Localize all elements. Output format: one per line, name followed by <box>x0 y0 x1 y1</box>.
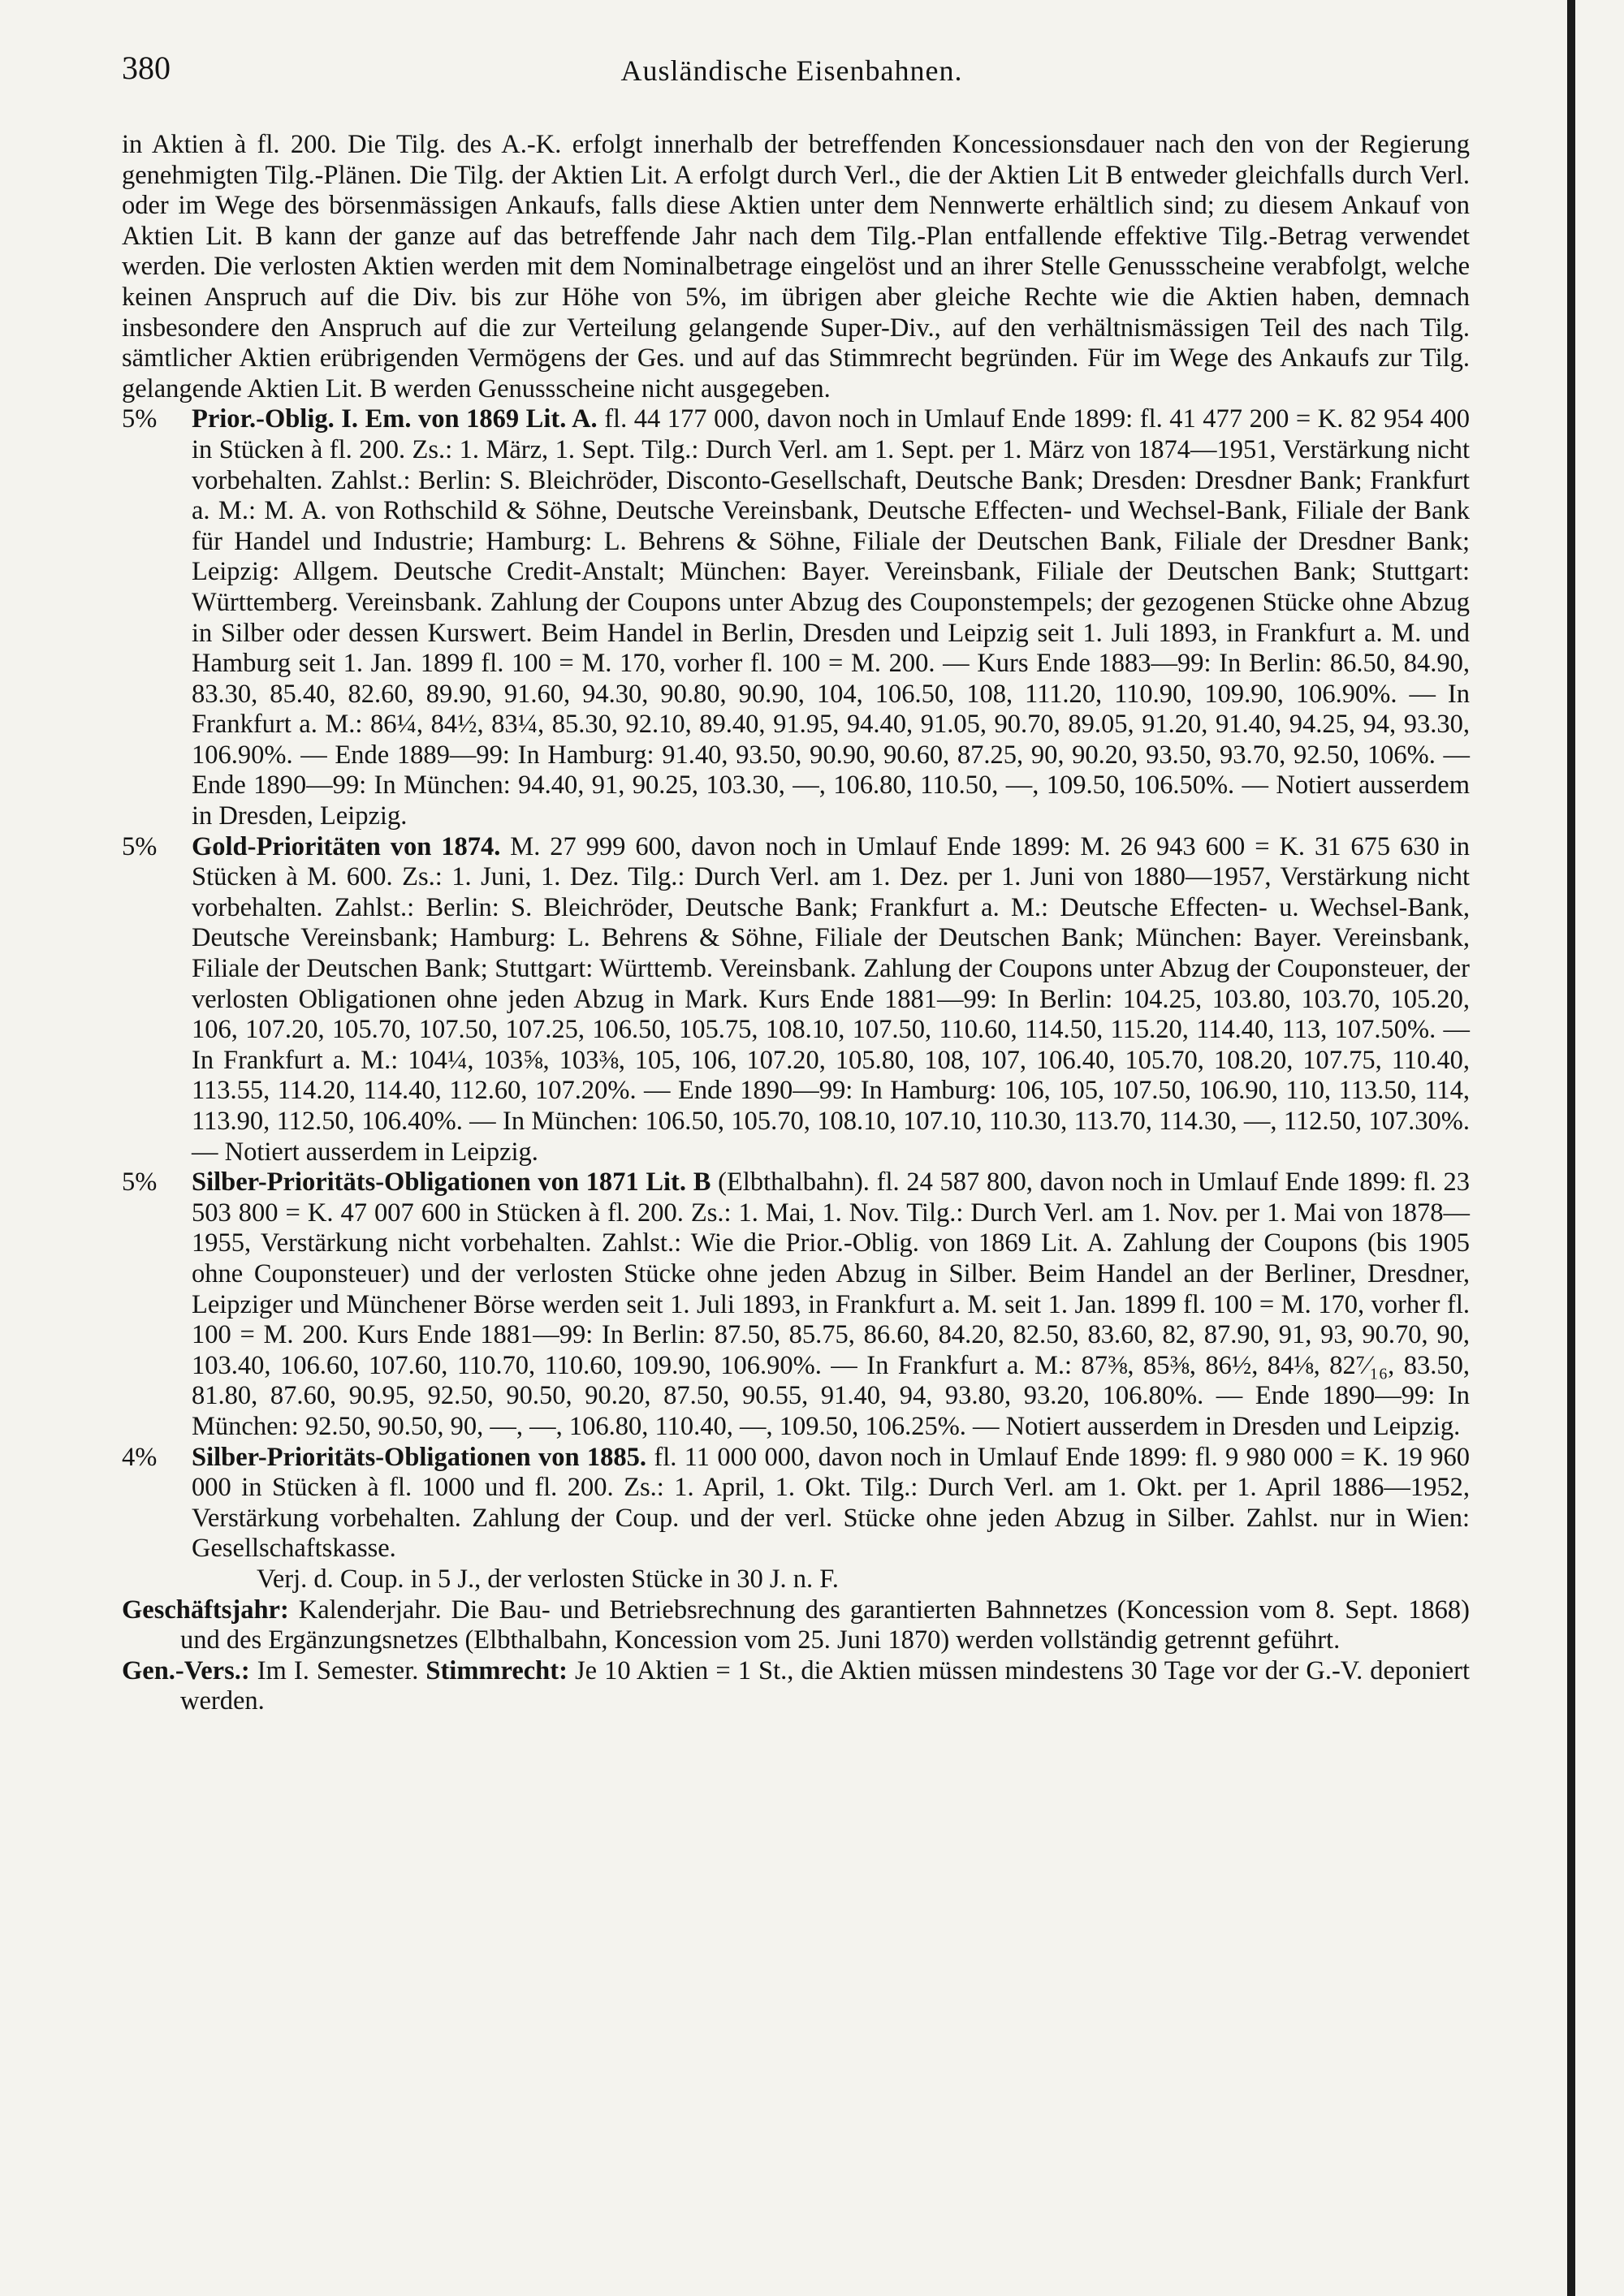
page-number: 380 <box>122 50 171 86</box>
page-edge-rule <box>1567 0 1575 2296</box>
interest-rate: 5% <box>122 831 158 861</box>
intro-paragraph: in Aktien à fl. 200. Die Tilg. des A.-K. erfolgt innerhalb der betreffenden Koncessionsdauer nach den von der Regierung genehmigten Tilg.-Plänen. Die Tilg. der Aktien Lit. A erfolgt durch Verl., die der Aktien Lit B entweder gleichfalls durch Verl. oder im Wege des börsenmässigen Ankaufs, falls diese Aktien unter dem Nennwerte erhältlich sind; zu diesem Ankauf von Aktien Lit. B kann der ganze auf das betreffende Jahr nach dem Tilg.-Plan entfallende effektive Tilg.-Betrag verwendet werden. Die verlosten Aktien werden mit dem Nominalbetrage eingelöst und an ihrer Stelle Genussscheine verabfolgt, welche keinen Anspruch auf die Div. bis zur Höhe von 5%, im übrigen aber gleiche Rechte wie die Aktien haben, demnach insbesondere den Anspruch auf die zur Verteilung gelangende Super-Div., auf den verhältnismässigen Teil des nach Tilg. sämtlicher Aktien erübrigenden Vermögens der Ges. und auf das Stimmrecht begründen. Für im Wege des Ankaufs zur Tilg. gelangende Aktien Lit. B werden Genussscheine nicht ausgegeben. <box>122 130 1470 404</box>
entry-text: (Elbthalbahn). fl. 24 587 800, davon noch in Umlauf Ende 1899: fl. 23 503 800 = K. 47 007 600 in Stücken à fl. 200. Zs.: 1. Mai, 1. Nov. Tilg.: Durch Verl. am 1. Nov. per 1. Mai von 1878—1955, Verstärkung nicht vorbehalten. Zahlst.: Wie die Prior.-Oblig. von 1869 Lit. A. Zahlung der Coupons (bis 1905 ohne Couponsteuer) und der verlosten Stücke ohne jeden Abzug in Silber. Beim Handel an der Berliner, Dresdner, Leipziger und Münchener Börse werden seit 1. Juli 1893, in Frankfurt a. M. seit 1. Jan. 1899 fl. 100 = M. 170, vorher fl. 100 = M. 200. Kurs Ende 1881—99: In Berlin: 87.50, 85.75, 86.60, 84.20, 82.50, 83.60, 82, 87.90, 91, 93, 90.70, 90, 103.40, 106.60, 107.60, 110.70, 110.60, 109.90, 106.90%. — In Frankfurt a. M.: 87⅜, 85⅜, 86½, 84⅛, 82⁷⁄₁₆, 83.50, 81.80, 87.60, 90.95, 92.50, 90.50, 90.20, 87.50, 90.55, 91.40, 94, 93.80, 93.20, 106.80%. — Ende 1890—99: In München: 92.50, 90.50, 90, —, —, 106.80, 110.40, —, 109.50, 106.25%. — Notiert ausserdem in Dresden und Leipzig. <box>192 1167 1470 1441</box>
entry-silber-prioritaets-1885 <box>122 1443 1470 1564</box>
entry-heading: Gold-Prioritäten von 1874. <box>192 831 501 861</box>
section-label: Gen.-Vers.: <box>122 1655 250 1685</box>
stimmrecht-label: Stimmrecht: <box>425 1655 568 1685</box>
entry-text: M. 27 999 600, davon noch in Umlauf Ende 1899: M. 26 943 600 = K. 31 675 630 in Stücken à M. 600. Zs.: 1. Juni, 1. Dez. Tilg.: Durch Verl. am 1. Dez. per 1. Juni von 1880—1957, Verstärkung nicht vorbehalten. Zahlst.: Berlin: S. Bleichröder, Deutsche Bank; Frankfurt a. M.: Deutsche Effecten- u. Wechsel-Bank, Deutsche Vereinsbank; Hamburg: L. Behrens & Söhne, Filiale der Deutschen Bank; München: Bayer. Vereinsbank, Filiale der Deutschen Bank; Stuttgart: Württemb. Vereinsbank. Zahlung der Coupons unter Abzug der Couponsteuer, der verlosten Obligationen ohne jeden Abzug in Mark. Kurs Ende 1881—99: In Berlin: 104.25, 103.80, 103.70, 105.20, 106, 107.20, 105.70, 107.50, 107.25, 106.50, 105.75, 108.10, 107.50, 110.60, 114.50, 115.20, 114.40, 113, 107.50%. — In Frankfurt a. M.: 104¼, 103⅝, 103⅜, 105, 106, 107.20, 105.80, 108, 107, 106.40, 105.70, 108.20, 107.75, 110.40, 113.55, 114.20, 114.40, 112.60, 107.20%. — Ende 1890—99: In Hamburg: 106, 105, 107.50, 106.90, 110, 113.50, 114, 113.90, 112.50, 106.40%. — In München: 106.50, 105.70, 108.10, 107.10, 110.30, 113.70, 114.30, —, 112.50, 107.30%. — Notiert ausserdem in Leipzig. <box>192 831 1470 1167</box>
interest-rate: 4% <box>122 1442 158 1472</box>
running-title: Ausländische Eisenbahnen. <box>620 54 963 87</box>
interest-rate: 5% <box>122 404 158 434</box>
interest-rate: 5% <box>122 1167 158 1198</box>
section-label: Geschäftsjahr: <box>122 1595 289 1625</box>
entry-silber-prioritaets-1871 <box>122 1167 1470 1442</box>
stimmrecht-text: Je 10 Aktien = 1 St., die Aktien müssen mindestens 30 Tage vor der G.-V. deponiert werden. <box>180 1655 1470 1716</box>
entry-heading: Prior.-Oblig. I. Em. von 1869 Lit. A. <box>192 404 598 434</box>
page-header <box>122 42 1462 99</box>
entry-gold-prioritaeten-1874 <box>122 832 1470 1168</box>
section-text: Kalenderjahr. Die Bau- und Betriebsrechnung des garantierten Bahnnetzes (Koncession vom 8. Sept. 1868) und des Ergänzungsnetzes (Elbthalbahn, Koncession vom 25. Juni 1870) werden vollständig getrennt geführt. <box>180 1595 1470 1655</box>
gen-vers-section <box>122 1656 1470 1717</box>
geschaeftsjahr-section <box>122 1595 1470 1656</box>
entry-heading: Silber-Prioritäts-Obligationen von 1885. <box>192 1442 647 1472</box>
entry-text: fl. 11 000 000, davon noch in Umlauf Ende 1899: fl. 9 980 000 = K. 19 960 000 in Stücken à fl. 1000 und fl. 200. Zs.: 1. April, 1. Okt. Tilg.: Durch Verl. am 1. Okt. per 1. April 1886—1952, Verstärkung vorbehalten. Zahlung der Coup. und der verl. Stücke ohne jeden Abzug in Silber. Zahlst. nur in Wien: Gesellschaftskasse. <box>192 1442 1470 1564</box>
entry-heading: Silber-Prioritäts-Obligationen von 1871 Lit. B <box>192 1167 711 1198</box>
verjaehrung-note: Verj. d. Coup. in 5 J., der verlosten Stücke in 30 J. n. F. <box>257 1564 839 1594</box>
page-body <box>122 130 1470 1717</box>
entry-text: fl. 44 177 000, davon noch in Umlauf Ende 1899: fl. 41 477 200 = K. 82 954 400 in Stücken à fl. 200. Zs.: 1. März, 1. Sept. Tilg.: Durch Verl. am 1. Sept. per 1. März von 1874—1951, Verstärkung nicht vorbehalten. Zahlst.: Berlin: S. Bleichröder, Disconto-Gesellschaft, Deutsche Bank; Dresden: Dresdner Bank; Frankfurt a. M.: M. A. von Rothschild & Söhne, Deutsche Vereinsbank, Deutsche Effecten- und Wechsel-Bank, Filiale der Bank für Handel und Industrie; Hamburg: L. Behrens & Söhne, Filiale der Deutschen Bank, Filiale der Dresdner Bank; Leipzig: Allgem. Deutsche Credit-Anstalt; München: Bayer. Vereinsbank, Filiale der Deutschen Bank; Stuttgart: Württemberg. Vereinsbank. Zahlung der Coupons unter Abzug des Couponstempels; der gezogenen Stücke ohne Abzug in Silber oder dessen Kurswert. Beim Handel in Berlin, Dresden und Leipzig seit 1. Juli 1893, in Frankfurt a. M. und Hamburg seit 1. Jan. 1899 fl. 100 = M. 170, vorher fl. 100 = M. 200. — Kurs Ende 1883—99: In Berlin: 86.50, 84.90, 83.30, 85.40, 82.60, 89.90, 91.60, 94.30, 90.80, 90.90, 104, 106.50, 108, 111.20, 110.90, 109.90, 106.90%. — In Frankfurt a. M.: 86¼, 84½, 83¼, 85.30, 92.10, 89.40, 91.95, 94.40, 91.05, 90.70, 89.05, 91.20, 91.40, 94.25, 94, 93.30, 106.90%. — Ende 1889—99: In Hamburg: 91.40, 93.50, 90.90, 90.60, 87.25, 90, 90.20, 93.50, 93.70, 92.50, 106%. — Ende 1890—99: In München: 94.40, 91, 90.25, 103.30, —, 106.80, 110.50, —, 109.50, 106.50%. — Notiert ausserdem in Dresden, Leipzig. <box>192 404 1470 831</box>
section-text: Im I. Semester. <box>249 1655 426 1685</box>
entry-prior-oblig-1869 <box>122 404 1470 831</box>
